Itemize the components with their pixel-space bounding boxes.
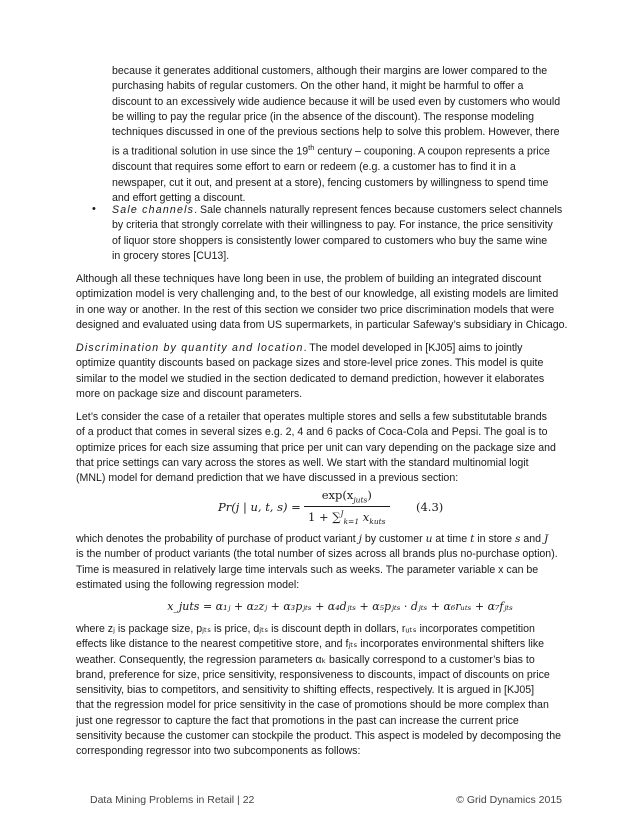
text-line: estimated using the following regression model: bbox=[76, 578, 300, 591]
text-line: techniques discussed in one of the previous sections help to solve this problem. However, there bbox=[112, 126, 560, 139]
text-line: sensitivity, bias to competitors, and sensitivity to shifting effects, respectively. It is argued in [KJ05] bbox=[76, 684, 535, 697]
text-line: optimization model is very challenging and, to the best of our knowledge, all existing models are limited bbox=[76, 288, 559, 301]
bullet-marker: • bbox=[92, 203, 96, 215]
text-line: discount to an excessively wide audience because it will be used even by customers who would bbox=[112, 95, 561, 108]
text-line: newspaper, cut it out, and present at a store), fencing customers by willingness to spend time bbox=[112, 176, 549, 189]
equation-fraction bbox=[304, 488, 390, 526]
text-line: where zⱼ is package size, pⱼₜₛ is price, dⱼₜₛ is discount depth in dollars, rᵤₜₛ incorporates competition bbox=[76, 623, 535, 635]
text-line: is the number of product variants (the total number of sizes across all brands plus no-purchase option). bbox=[76, 548, 558, 561]
text-line: designed and evaluated using data from US supermarkets, in particular Safeway’s subsidiary in Chicago. bbox=[76, 318, 568, 331]
text-line: discount that requires some effort to earn or redeem (e.g. a customer has to find it in a bbox=[112, 161, 516, 174]
text-line: brand, preference for size, price sensitivity, responsiveness to discounts, impact of discounts on price bbox=[76, 668, 550, 681]
text-line: more on package size and discount parameters. bbox=[76, 387, 303, 400]
fraction-numerator: $\exp(x_{juts})$ bbox=[304, 488, 390, 507]
footer-left: Data Mining Problems in Retail | 22 bbox=[90, 794, 255, 806]
paragraph-retailer-case bbox=[76, 410, 570, 486]
text-line: Let’s consider the case of a retailer that operates multiple stores and sells a few substitutable brands bbox=[76, 411, 547, 423]
text-line: optimize prices for each size assuming that price per unit can vary depending on the package size and bbox=[76, 441, 556, 454]
text-line: corresponding regressor into two subcomponents as follows: bbox=[76, 745, 361, 758]
bullet-1-continuation bbox=[112, 64, 570, 206]
equation-regression: x_juts = α₁ⱼ + α₂zⱼ + α₃pⱼₜₛ + α₄dⱼₜₛ + α₅pⱼₜₛ · dⱼₜₛ + α₆rᵤₜₛ + α₇fⱼₜₛ bbox=[167, 600, 513, 613]
equation-lhs: Pr(j | u, t, s) = bbox=[218, 500, 301, 515]
paragraph-probability bbox=[76, 532, 570, 593]
paragraph-discrimination bbox=[76, 341, 570, 402]
text-line: Sale channels. Sale channels naturally represent fences because customers select channels bbox=[112, 204, 563, 216]
text-line: by criteria that strongly correlate with their willingness to pay. For instance, the price sensitivity bbox=[112, 219, 553, 232]
text-line: similar to the model we studied in the section dedicated to demand prediction, however it elaborates bbox=[76, 372, 545, 385]
term-sale-channels: Sale channels bbox=[112, 204, 195, 216]
text-line: of liquor store shoppers is consistently lower compared to customers who buy the same wine bbox=[112, 234, 548, 247]
text-line: purchasing habits of regular customers. On the other hand, it might be harmful to offer a bbox=[112, 80, 524, 93]
text-line: Although all these techniques have long been in use, the problem of building an integrated discount bbox=[76, 273, 542, 285]
text-line: sensitivity because the customer can stockpile the product. This aspect is modeled by decomposing the bbox=[76, 730, 562, 743]
bullet-2 bbox=[112, 203, 570, 264]
equation-number: (4.3) bbox=[416, 500, 444, 514]
text-line: that price settings can vary across the stores as well. We start with the standard multinomial logit bbox=[76, 456, 529, 469]
term-discrimination: Discrimination by quantity and location bbox=[76, 342, 304, 354]
text-line: which denotes the probability of purchase of product variant j by customer u at time t in store s and J bbox=[76, 533, 549, 545]
text-line: is a traditional solution in use since the 19th century – couponing. A coupon represents a price bbox=[112, 143, 550, 159]
text-line: of a product that comes in several sizes e.g. 2, 4 and 6 packs of Coca-Cola and Pepsi. The goal is to bbox=[76, 426, 548, 439]
text-line: (MNL) model for demand prediction that we have discussed in a previous section: bbox=[76, 472, 459, 485]
text-line: be willing to pay the regular price (in the absence of the discount). The response modeling bbox=[112, 110, 535, 123]
text-line: just one regressor to capture the fact that promotions in the past can increase the current price bbox=[76, 714, 519, 727]
text-line: optimize quantity discounts based on package sizes and store-level price zones. This model is quite bbox=[76, 357, 544, 370]
text-line: Time is measured in relatively large time intervals such as weeks. The parameter variable x can be bbox=[76, 563, 539, 576]
text-line: that the regression model for price sensitivity in the case of promotions should be more complex than bbox=[76, 699, 549, 712]
text-line: weather. Consequently, the regression parameters αₖ basically correspond to a customer’s bias to bbox=[76, 653, 535, 666]
equation-4-3 bbox=[218, 488, 390, 526]
text-line: and effort getting a discount. bbox=[112, 191, 246, 204]
footer-right: © Grid Dynamics 2015 bbox=[456, 794, 562, 806]
text-line: effects like distance to the nearest competitive store, and fⱼₜₛ incorporates environmental shifters like bbox=[76, 638, 545, 651]
paragraph-regression-explained bbox=[76, 622, 570, 760]
fraction-denominator: 1 + ∑$^J_{k=1}$ $x_{kuts}$ bbox=[308, 509, 386, 527]
text-line: because it generates additional customers, although their margins are lower compared to the bbox=[112, 65, 548, 77]
text-line: in grocery stores [CU13]. bbox=[112, 249, 230, 262]
text-line: in one way or another. In the rest of this section we consider two price discrimination models that were bbox=[76, 303, 555, 316]
text-line: Discrimination by quantity and location. The model developed in [KJ05] aims to jointly bbox=[76, 342, 523, 354]
paragraph-integrated-discount bbox=[76, 272, 570, 333]
